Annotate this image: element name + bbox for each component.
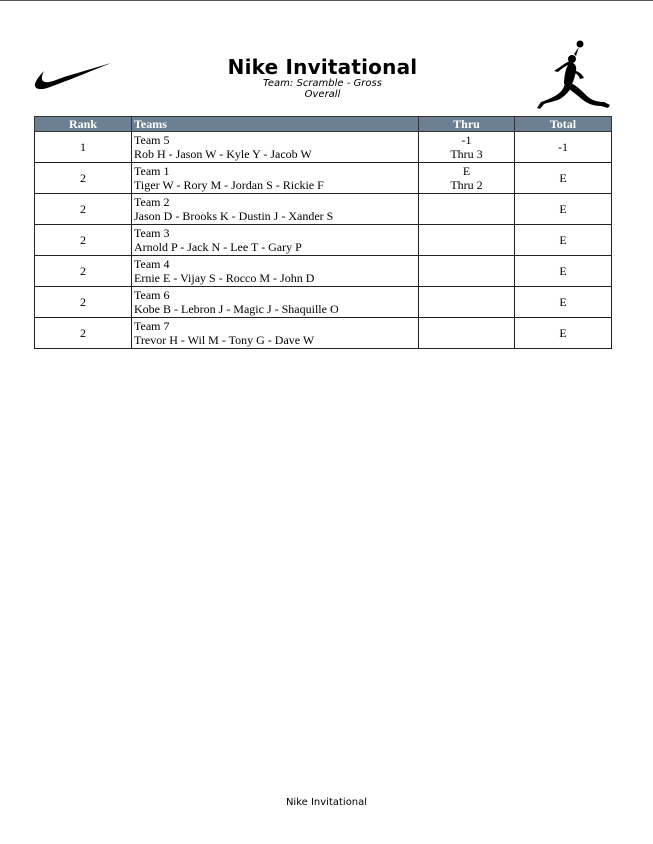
teams-cell xyxy=(132,225,419,256)
column-header-teams: Teams xyxy=(132,117,419,132)
total-cell: E xyxy=(515,318,612,349)
team-players: Trevor H - Wil M - Tony G - Dave W xyxy=(134,333,315,347)
thru-cell xyxy=(419,132,515,163)
team-name: Team 1 xyxy=(134,164,170,178)
thru-score: -1 xyxy=(461,133,472,147)
team-players: Jason D - Brooks K - Dustin J - Xander S xyxy=(134,209,334,223)
team-name: Team 6 xyxy=(134,288,170,302)
total-cell: E xyxy=(515,163,612,194)
rank-cell: 2 xyxy=(35,287,132,318)
rank-cell: 2 xyxy=(35,225,132,256)
team-name: Team 2 xyxy=(134,195,170,209)
column-header-rank: Rank xyxy=(35,117,132,132)
table-row xyxy=(35,163,612,194)
team-players: Ernie E - Vijay S - Rocco M - John D xyxy=(134,271,315,285)
total-cell: E xyxy=(515,287,612,318)
top-rule xyxy=(0,0,653,1)
team-players: Tiger W - Rory M - Jordan S - Rickie F xyxy=(134,178,324,192)
team-players: Rob H - Jason W - Kyle Y - Jacob W xyxy=(134,147,312,161)
team-name: Team 7 xyxy=(134,319,170,333)
page-title: Nike Invitational xyxy=(227,55,418,79)
thru-cell xyxy=(419,256,515,287)
page-footer: Nike Invitational xyxy=(285,797,368,808)
thru-cell xyxy=(419,163,515,194)
thru-cell xyxy=(419,318,515,349)
table-row xyxy=(35,287,612,318)
rank-cell: 2 xyxy=(35,256,132,287)
total-cell: E xyxy=(515,256,612,287)
thru-cell xyxy=(419,287,515,318)
thru-holes: Thru 3 xyxy=(450,147,483,161)
team-players: Arnold P - Jack N - Lee T - Gary P xyxy=(134,240,302,254)
table-header-row xyxy=(35,117,612,132)
table-row xyxy=(35,194,612,225)
thru-cell xyxy=(419,194,515,225)
event-format: Team: Scramble - Gross xyxy=(263,78,382,89)
rank-cell: 1 xyxy=(35,132,132,163)
teams-cell xyxy=(132,132,419,163)
team-name: Team 4 xyxy=(134,257,170,271)
column-header-total: Total xyxy=(515,117,612,132)
teams-cell xyxy=(132,163,419,194)
teams-cell xyxy=(132,287,419,318)
thru-cell xyxy=(419,225,515,256)
column-header-thru: Thru xyxy=(419,117,515,132)
rank-cell: 2 xyxy=(35,318,132,349)
leaderboard-table xyxy=(34,116,612,349)
total-cell: E xyxy=(515,225,612,256)
thru-score: E xyxy=(462,164,471,178)
table-row xyxy=(35,132,612,163)
thru-holes: Thru 2 xyxy=(450,178,483,192)
teams-cell xyxy=(132,256,419,287)
teams-cell xyxy=(132,318,419,349)
team-players: Kobe B - Lebron J - Magic J - Shaquille O xyxy=(134,302,339,316)
rank-cell: 2 xyxy=(35,194,132,225)
table-row xyxy=(35,225,612,256)
table-row xyxy=(35,256,612,287)
team-name: Team 5 xyxy=(134,133,170,147)
rank-cell: 2 xyxy=(35,163,132,194)
leaderboard-scope: Overall xyxy=(304,89,341,100)
team-name: Team 3 xyxy=(134,226,170,240)
teams-cell xyxy=(132,194,419,225)
total-cell: -1 xyxy=(515,132,612,163)
table-row xyxy=(35,318,612,349)
total-cell: E xyxy=(515,194,612,225)
